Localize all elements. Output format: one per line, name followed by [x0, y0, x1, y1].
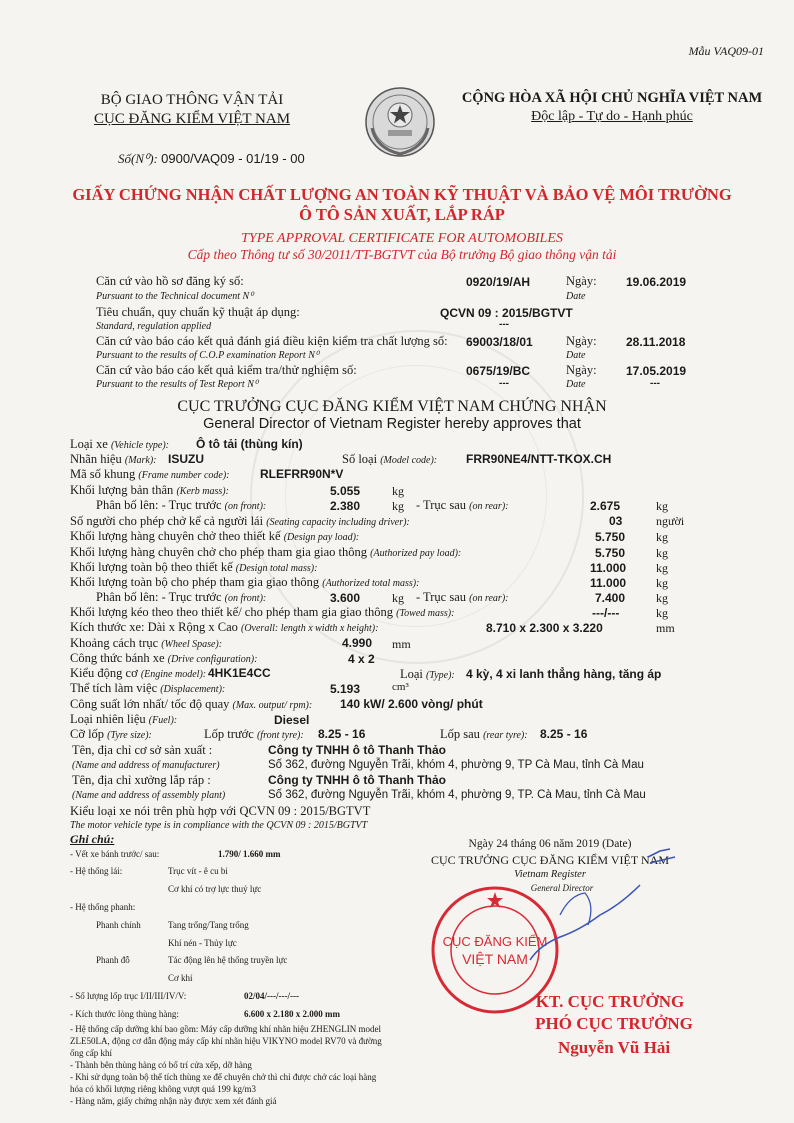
notes-title: Ghi chú: — [70, 832, 115, 846]
design-total-unit: kg — [656, 561, 668, 575]
kerb-value: 5.055 — [330, 484, 361, 498]
manufacturer-name: Công ty TNHH ô tô Thanh Thảo — [268, 743, 446, 757]
auth-payload-value: 5.750 — [595, 546, 626, 560]
signature-title: CỤC TRƯỞNG CỤC ĐĂNG KIỂM VIỆT NAM — [431, 853, 669, 867]
wheelbase-unit: mm — [392, 637, 411, 651]
ref-cop-label: Căn cứ vào báo cáo kết quả đánh giá điều kiện kiểm tra chất lượng số: — [96, 334, 448, 348]
compliance-statement: Kiểu loại xe nói trên phù hợp với QCVN 09 : 2015/BGTVT — [70, 804, 371, 818]
note-line-6: hóa có khối lượng riêng không vượt quá 199 kg/m3 — [70, 1084, 257, 1094]
certificate-number — [118, 151, 305, 167]
drive-value: 4 x 2 — [348, 652, 375, 666]
title-vi-line1: GIẤY CHỨNG NHẬN CHẤT LƯỢNG AN TOÀN KỸ THUẬT VÀ BẢO VỆ MÔI TRƯỜNG — [72, 185, 732, 204]
ref-cop-no: 69003/18/01 — [466, 335, 533, 349]
ref-doc-date-label-en: Date — [566, 291, 586, 302]
title-vi-line2: Ô TÔ SẢN XUẤT, LẮP RÁP — [299, 205, 505, 224]
note-line-1: - Hệ thống cấp dưỡng khí bao gồm: Máy cấp dưỡng khí nhãn hiệu ZHENGLIN model — [70, 1024, 381, 1034]
kerb-front-value: 2.380 — [330, 499, 361, 513]
note-line-7: - Hàng năm, giấy chứng nhận này được xem xét đánh giá — [70, 1096, 277, 1106]
spec-frame: Mã số khung (Frame number code): — [70, 467, 230, 481]
ref-cop-date: 28.11.2018 — [626, 335, 686, 349]
displacement-value: 5.193 — [330, 682, 361, 696]
note-steering-2: Cơ khí có trợ lực thuỷ lực — [168, 884, 262, 894]
ref-doc-label-en: Pursuant to the Technical document N⁰ — [96, 291, 254, 302]
note-line-2: ZLE50LA, động cơ dẫn động máy cấp khí nhãn hiệu VIKYNO model RV70 và đường — [70, 1036, 382, 1046]
plant-address: Số 362, đường Nguyễn Trãi, khóm 4, phường 9, TP. Cà Mau, tỉnh Cà Mau — [268, 789, 646, 801]
ref-test-date-label-en: Date — [566, 379, 586, 390]
towed-value: ---/--- — [592, 606, 620, 620]
engine-value: 4HK1E4CC — [208, 666, 271, 680]
number-label: Số(N⁰): — [118, 151, 162, 166]
spec-towed: Khối lượng kéo theo theo thiết kế/ cho phép tham gia giao thông (Towed mass): — [70, 605, 455, 619]
ref-test-label-en: Pursuant to the results of Test Report N⁰ — [96, 379, 258, 390]
ref-test-no: 0675/19/BC — [466, 364, 531, 378]
auth-total-value: 11.000 — [590, 576, 627, 590]
note-brake-park-2: Cơ khí — [168, 973, 193, 983]
department-name: CỤC ĐĂNG KIỂM VIỆT NAM — [93, 111, 291, 127]
total-front-unit: kg — [392, 591, 404, 605]
note-box-label: - Kích thước lòng thùng hàng: — [70, 1009, 179, 1019]
kerb-rear-unit: kg — [656, 499, 668, 513]
frame-value: RLEFRR90N*V — [260, 467, 344, 481]
spec-seating: Số người cho phép chở kể cả người lái (Seating capacity including driver): — [70, 514, 410, 528]
signature-gd-en: General Director — [530, 883, 594, 893]
note-brake-main-2: Khí nén - Thủy lực — [168, 938, 237, 948]
total-rear-unit: kg — [656, 591, 668, 605]
note-brake-label: - Hệ thống phanh: — [70, 902, 136, 912]
spec-mark: Nhãn hiệu (Mark): — [70, 452, 157, 466]
title-en: TYPE APPROVAL CERTIFICATE FOR AUTOMOBILES — [241, 231, 563, 246]
ref-std-label-en: Standard, regulation applied — [96, 321, 212, 332]
note-brake-park-label: Phanh đỗ — [96, 955, 130, 965]
seating-unit: người — [656, 514, 685, 528]
approval-en: General Director of Vietnam Register hereby approves that — [203, 416, 581, 432]
spec-auth-total: Khối lượng toàn bộ cho phép tham gia giao thông (Authorized total mass): — [70, 575, 420, 589]
spec-dims: Kích thước xe: Dài x Rộng x Cao (Overall: length x width x height): — [70, 620, 379, 634]
note-track-value: 1.790/ 1.660 mm — [218, 849, 281, 859]
engine-type-value: 4 kỳ, 4 xi lanh thẳng hàng, tăng áp — [466, 667, 662, 681]
svg-text:VIỆT NAM: VIỆT NAM — [462, 951, 528, 967]
design-total-value: 11.000 — [590, 561, 627, 575]
note-brake-main-1: Tang trống/Tang trống — [168, 920, 249, 930]
spec-design-total: Khối lượng toàn bộ theo thiết kế (Design total mass): — [70, 560, 318, 574]
signer-deputy: PHÓ CỤC TRƯỞNG — [535, 1014, 693, 1033]
spec-power: Công suất lớn nhất/ tốc độ quay (Max. output/ rpm): — [70, 697, 313, 711]
form-code: Mẫu VAQ09-01 — [688, 44, 764, 58]
spec-kerb: Khối lượng bản thân (Kerb mass): — [70, 483, 229, 497]
signer-name: Nguyễn Vũ Hải — [557, 1038, 671, 1057]
ref-std-label: Tiêu chuẩn, quy chuẩn kỹ thuật áp dụng: — [96, 305, 300, 319]
note-box-value: 6.600 x 2.180 x 2.000 mm — [244, 1009, 340, 1019]
country-name: CỘNG HÒA XÃ HỘI CHỦ NGHĨA VIỆT NAM — [461, 90, 763, 106]
dims-unit: mm — [656, 621, 675, 635]
plant-name: Công ty TNHH ô tô Thanh Thảo — [268, 773, 446, 787]
power-value: 140 kW/ 2.600 vòng/ phút — [340, 697, 483, 711]
tyre-front-value: 8.25 - 16 — [318, 727, 366, 741]
auth-total-unit: kg — [656, 576, 668, 590]
note-steering-label: - Hệ thống lái: — [70, 866, 123, 876]
ref-test-date: 17.05.2019 — [626, 364, 687, 378]
ref-test-date-label: Ngày: — [566, 363, 597, 377]
kerb-unit: kg — [392, 484, 404, 498]
note-tyre-count-label: - Số lượng lốp trục I/II/III/IV/V: — [70, 991, 187, 1001]
ministry-name: BỘ GIAO THÔNG VẬN TẢI — [100, 92, 284, 108]
note-track-label: - Vết xe bánh trước/ sau: — [70, 849, 160, 859]
note-line-4: - Thành bên thùng hàng có bố trí cửa xếp, dỡ hàng — [70, 1060, 252, 1070]
signer-kt: KT. CỤC TRƯỞNG — [535, 992, 685, 1011]
signature-title-en: Vietnam Register — [514, 869, 586, 880]
ref-cop-date-label: Ngày: — [566, 334, 597, 348]
ref-test-no-en: --- — [499, 378, 509, 389]
vehicle-type-value: Ô tô tải (thùng kín) — [196, 437, 303, 451]
seating-value: 03 — [609, 514, 623, 528]
manufacturer-label-en: (Name and address of manufacturer) — [72, 760, 220, 771]
mark-value: ISUZU — [168, 452, 204, 466]
ref-test-date-en: --- — [650, 378, 660, 389]
kerb-front-unit: kg — [392, 499, 404, 513]
tyre-rear-value: 8.25 - 16 — [540, 727, 588, 741]
design-payload-value: 5.750 — [595, 530, 626, 544]
plant-label: Tên, địa chỉ xưởng lắp ráp : — [72, 773, 211, 787]
note-line-5: - Khi sử dụng toàn bộ thể tích thùng xe để chuyên chở thì chỉ được chở các loại hàng — [70, 1072, 377, 1082]
total-rear-value: 7.400 — [595, 591, 626, 605]
towed-unit: kg — [656, 606, 668, 620]
national-emblem-icon — [362, 82, 438, 162]
signature-icon — [500, 845, 680, 975]
manufacturer-address: Số 362, đường Nguyễn Trãi, khóm 4, phường 9, TP Cà Mau, tỉnh Cà Mau — [268, 759, 644, 771]
spec-tyre: Cỡ lốp (Tyre size): — [70, 727, 152, 741]
manufacturer-label: Tên, địa chỉ cơ sở sản xuất : — [72, 743, 213, 757]
model-value: FRR90NE4/NTT-TKOX.CH — [466, 452, 612, 466]
spec-total-dist: Phân bố lên: - Trục trước (on front): — [96, 590, 267, 604]
wheelbase-value: 4.990 — [342, 636, 373, 650]
dims-value: 8.710 x 2.300 x 3.220 — [486, 621, 603, 635]
signature-date: Ngày 24 tháng 06 năm 2019 (Date) — [468, 838, 632, 850]
spec-wheelbase: Khoảng cách trục (Wheel Spase): — [70, 636, 223, 650]
spec-engine-type: Loại (Type): — [400, 667, 455, 681]
spec-fuel: Loại nhiên liệu (Fuel): — [70, 712, 178, 726]
ref-std-value-en: --- — [499, 319, 509, 330]
number-value: 0900/VAQ09 - 01/19 - 00 — [161, 151, 305, 166]
ref-doc-label: Căn cứ vào hồ sơ đăng ký số: — [96, 274, 244, 288]
title-basis: Cấp theo Thông tư số 30/2011/TT-BGTVT của Bộ trưởng Bộ giao thông vận tải — [187, 247, 617, 262]
spec-drive: Công thức bánh xe (Drive configuration): — [70, 651, 258, 665]
ref-cop-date-label-en: Date — [566, 350, 586, 361]
note-steering-1: Trục vít - ê cu bi — [168, 866, 228, 876]
kerb-rear-value: 2.675 — [590, 499, 621, 513]
ref-test-label: Căn cứ vào báo cáo kết quả kiểm tra/thử nghiệm số: — [96, 363, 357, 377]
note-tyre-count-value: 02/04/---/---/--- — [244, 991, 299, 1001]
spec-displacement: Thể tích làm việc (Displacement): — [70, 681, 226, 695]
note-brake-park-1: Tác động lên hệ thống truyền lực — [168, 955, 288, 965]
spec-engine: Kiểu động cơ (Engine model): — [70, 666, 207, 680]
national-motto: Độc lập - Tự do - Hạnh phúc — [531, 109, 693, 124]
spec-vehicle-type: Loại xe (Vehicle type): — [70, 437, 169, 451]
spec-model: Số loại (Model code): — [342, 452, 438, 466]
note-line-3: ống cấp khí — [70, 1048, 112, 1058]
auth-payload-unit: kg — [656, 546, 668, 560]
plant-label-en: (Name and address of assembly plant) — [72, 790, 226, 801]
spec-design-payload: Khối lượng hàng chuyên chở theo thiết kế (Design pay load): — [70, 529, 360, 543]
displacement-unit: cm³ — [392, 681, 409, 693]
spec-tyre-rear: Lốp sau (rear tyre): — [440, 727, 528, 741]
approval-vi: CỤC TRƯỞNG CỤC ĐĂNG KIỂM VIỆT NAM CHỨNG NHẬN — [177, 398, 607, 415]
design-payload-unit: kg — [656, 530, 668, 544]
compliance-statement-en: The motor vehicle type is in compliance with the QCVN 09 : 2015/BGTVT — [70, 820, 368, 831]
ref-doc-date-label: Ngày: — [566, 274, 597, 288]
ref-std-value: QCVN 09 : 2015/BGTVT — [440, 306, 573, 320]
spec-kerb-rear: - Trục sau (on rear): — [416, 498, 509, 512]
ref-doc-date: 19.06.2019 — [626, 275, 687, 289]
spec-kerb-dist: Phân bố lên: - Trục trước (on front): — [96, 498, 267, 512]
fuel-value: Diesel — [274, 713, 310, 727]
note-brake-main-label: Phanh chính — [96, 920, 141, 930]
spec-auth-payload: Khối lượng hàng chuyên chở cho phép tham gia giao thông (Authorized pay load): — [70, 545, 462, 559]
spec-tyre-front: Lốp trước (front tyre): — [204, 727, 304, 741]
svg-text:CỤC ĐĂNG KIỂM: CỤC ĐĂNG KIỂM — [442, 934, 548, 949]
total-front-value: 3.600 — [330, 591, 361, 605]
ref-cop-label-en: Pursuant to the results of C.O.P examination Report N⁰ — [96, 350, 319, 361]
spec-total-rear: - Trục sau (on rear): — [416, 590, 509, 604]
ref-doc-no: 0920/19/AH — [466, 275, 531, 289]
